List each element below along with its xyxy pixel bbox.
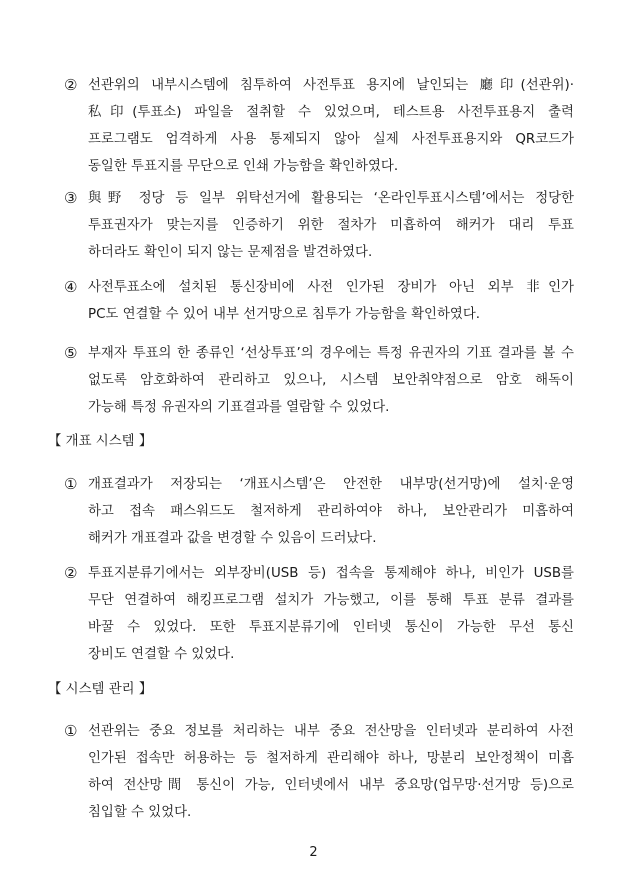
item-number: ①	[64, 475, 78, 493]
text-line: 투표권자가 맞는지를 인증하기 위한 절차가 미흡하여 해커가 대리 투표	[88, 218, 574, 233]
text-line: 없도록 암호화하여 관리하고 있으나, 시스템 보안취약점으로 암호 해독이	[88, 373, 574, 388]
item-text	[88, 274, 574, 328]
item-number: ①	[64, 722, 78, 740]
item-number: ③	[64, 189, 78, 207]
item-number: ②	[64, 564, 78, 582]
section-heading-management: 【 시스템 관리 】	[48, 682, 153, 697]
text-line: 바꿀 수 있었다. 또한 투표지분류기에 인터넷 통신이 가능한 무선 통신	[88, 620, 574, 635]
text-line: 장비도 연결할 수 있었다.	[88, 647, 235, 662]
text-line: PC도 연결할 수 있어 내부 선거망으로 침투가 가능함을 확인하였다.	[88, 307, 481, 322]
text-line: 선관위는 중요 정보를 처리하는 내부 중요 전산망을 인터넷과 분리하여 사전	[88, 724, 574, 739]
text-line: 침입할 수 있었다.	[88, 805, 192, 820]
page-number: 2	[309, 845, 318, 860]
item-text	[88, 72, 574, 180]
text-line: 프로그램도 엄격하게 사용 통제되지 않아 실제 사전투표용지와 QR코드가	[88, 132, 574, 147]
item-text	[88, 340, 574, 421]
section-heading-counting: 【 개표 시스템 】	[48, 434, 153, 449]
text-line: 선관위의 내부시스템에 침투하여 사전투표 용지에 날인되는 廳印(선관위)·	[88, 78, 574, 93]
text-line: 하더라도 확인이 되지 않는 문제점을 발견하였다.	[88, 245, 373, 260]
text-line: 개표결과가 저장되는 ‘개표시스템’은 안전한 내부망(선거망)에 설치·운영	[88, 477, 574, 492]
text-line: 사전투표소에 설치된 통신장비에 사전 인가된 장비가 아닌 외부 非인가	[88, 280, 574, 295]
item-text	[88, 718, 574, 826]
text-line: 부재자 투표의 한 종류인 ‘선상투표’의 경우에는 특정 유권자의 기표 결과를 볼 수	[88, 346, 574, 361]
item-text	[88, 185, 574, 266]
text-line: 해커가 개표결과 값을 변경할 수 있음이 드러났다.	[88, 531, 377, 546]
text-line: 무단 연결하여 해킹프로그램 설치가 가능했고, 이를 통해 투표 분류 결과를	[88, 593, 574, 608]
item-text	[88, 560, 574, 668]
item-number: ④	[64, 278, 78, 296]
item-text	[88, 471, 574, 552]
text-line: 가능해 특정 유권자의 기표결과를 열람할 수 있었다.	[88, 400, 390, 415]
text-line: 투표지분류기에서는 외부장비(USB 등) 접속을 통제해야 하나, 비인가 USB를	[88, 566, 574, 581]
text-line: 인가된 접속만 허용하는 등 철저하게 관리해야 하나, 망분리 보안정책이 미흡	[88, 751, 574, 766]
item-number: ⑤	[64, 344, 78, 362]
item-number: ②	[64, 76, 78, 94]
text-line: 與野 정당 등 일부 위탁선거에 활용되는 ‘온라인투표시스템’에서는 정당한	[88, 191, 574, 206]
text-line: 동일한 투표지를 무단으로 인쇄 가능함을 확인하였다.	[88, 159, 399, 174]
text-line: 私印(투표소) 파일을 절취할 수 있었으며, 테스트용 사전투표용지 출력	[88, 105, 574, 120]
text-line: 하여 전산망間 통신이 가능, 인터넷에서 내부 중요망(업무망·선거망 등)으로	[88, 778, 574, 793]
text-line: 하고 접속 패스워드도 철저하게 관리하여야 하나, 보안관리가 미흡하여	[88, 504, 574, 519]
